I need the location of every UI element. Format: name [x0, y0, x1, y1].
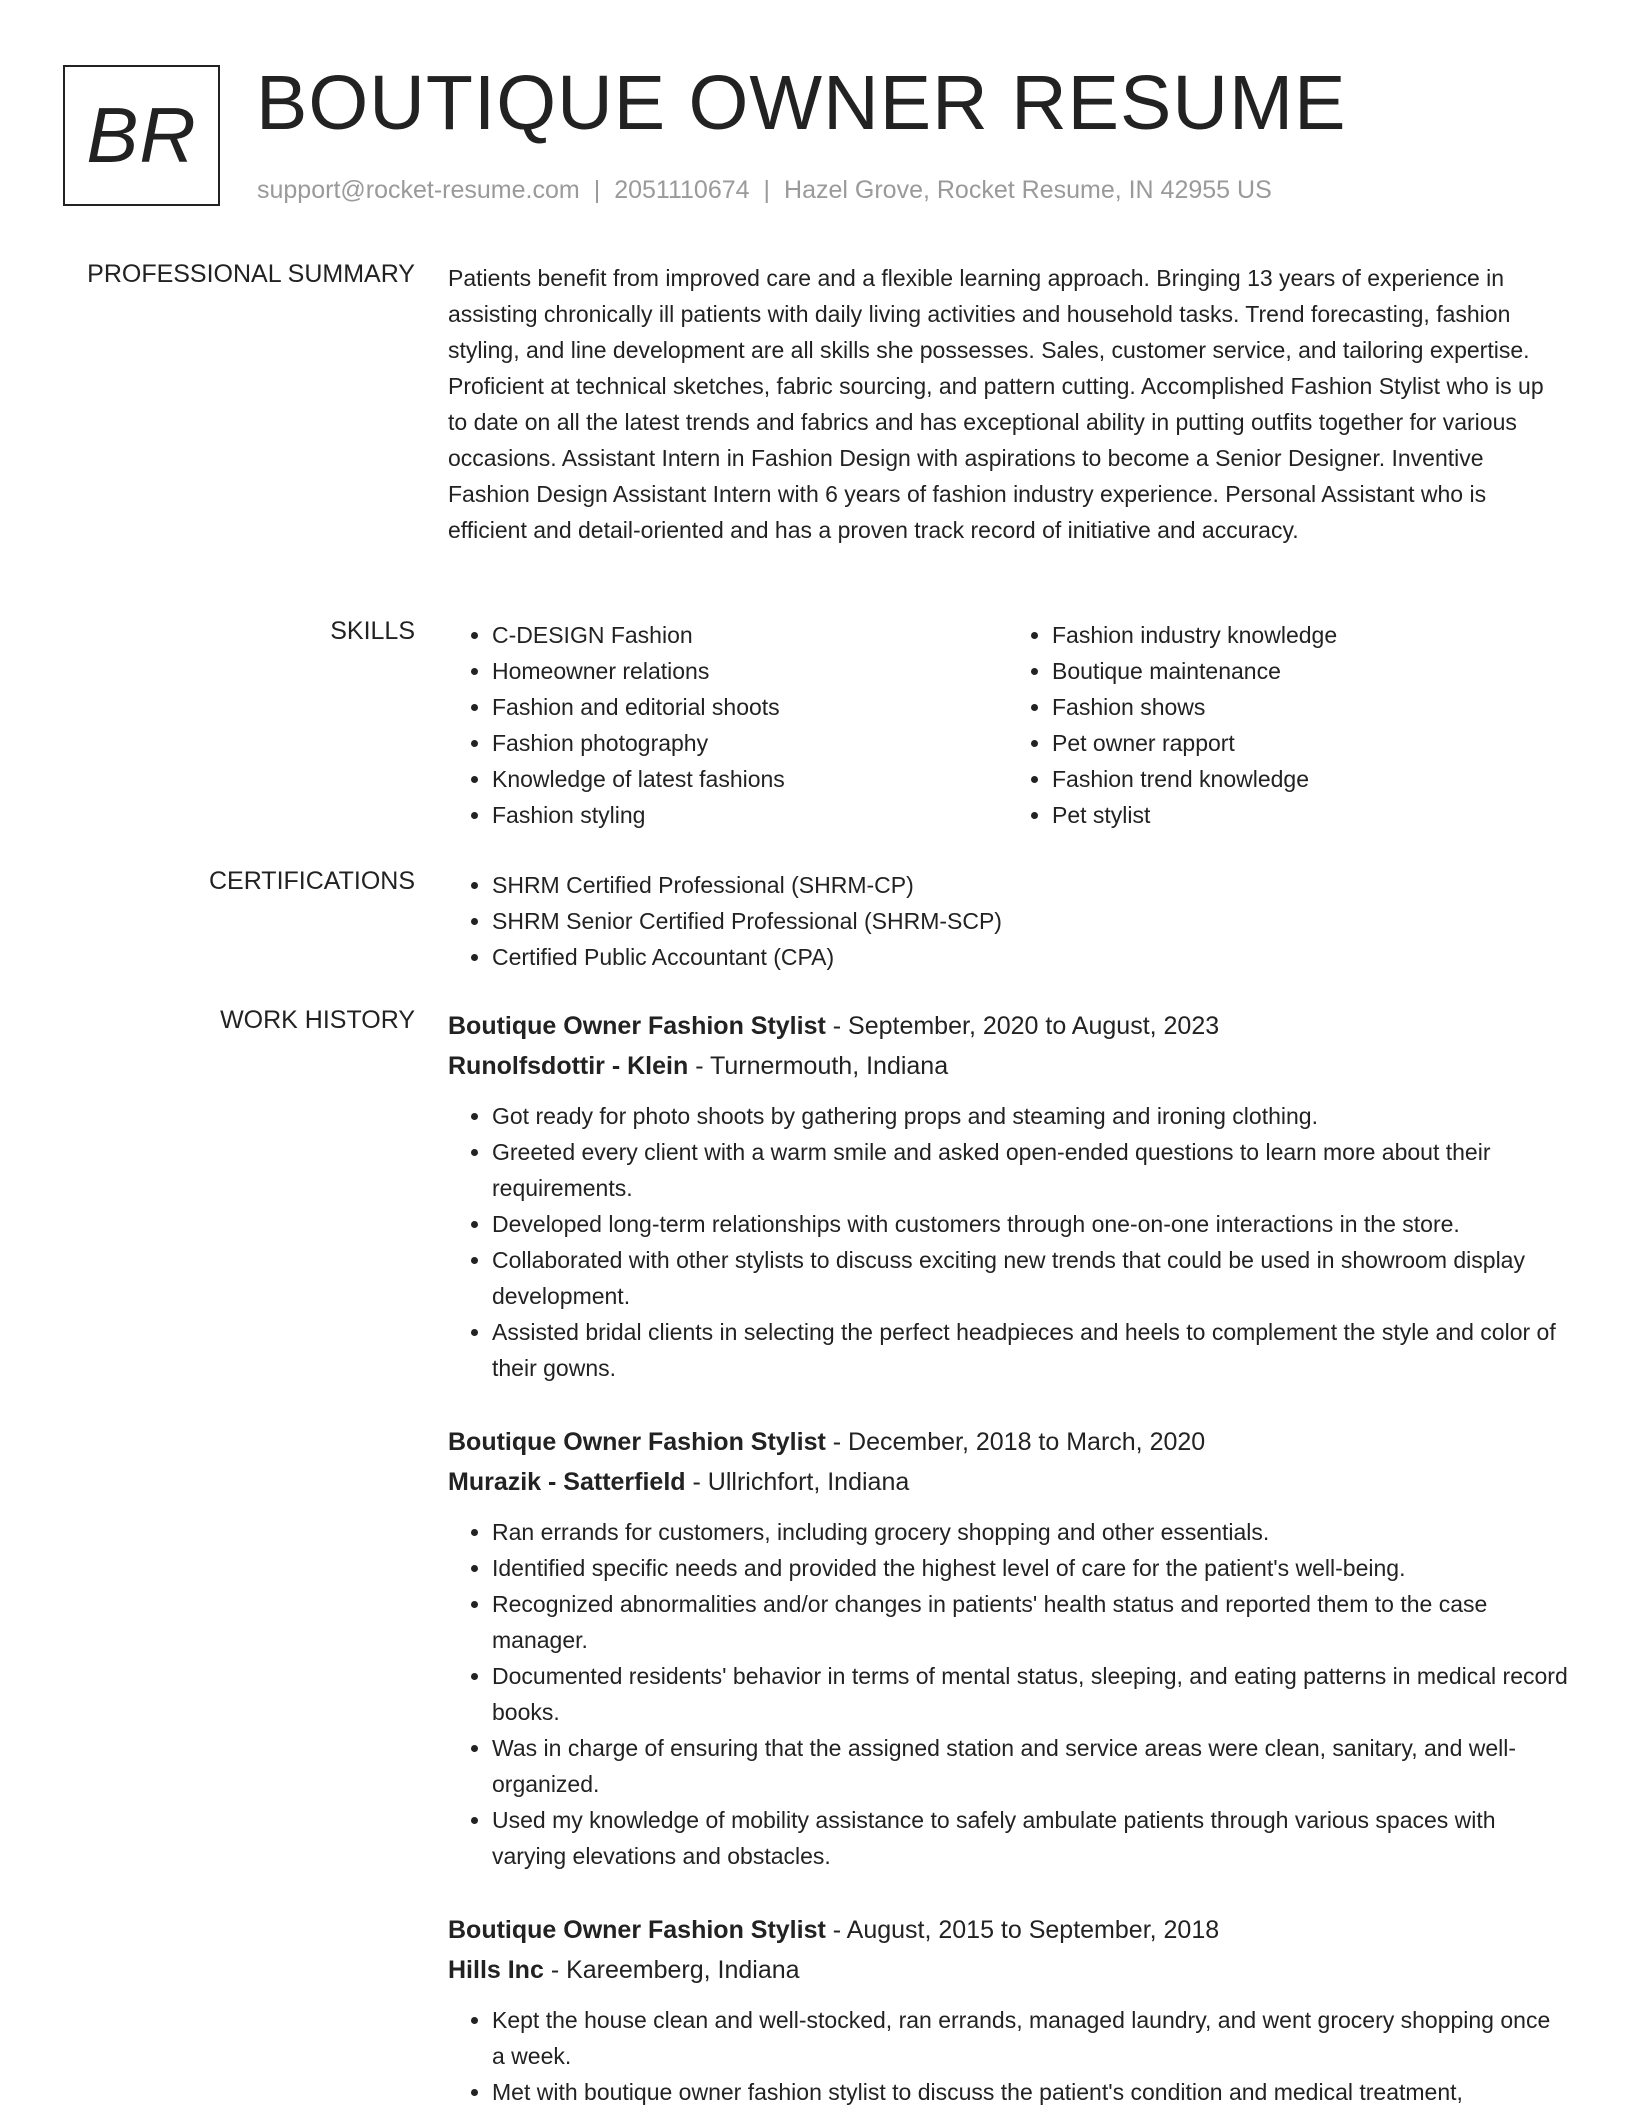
- skill-item: • Fashion shows: [1052, 689, 1568, 725]
- job-bullets: [448, 1098, 1568, 1386]
- job-company: Hills Inc: [448, 1956, 544, 1984]
- contact-email: support@rocket-resume.com: [257, 176, 580, 204]
- job-bullet: • Met with boutique owner fashion stylist to discuss the patient's condition and medical treatment,: [492, 2074, 1568, 2110]
- section-label-skills: SKILLS: [330, 617, 415, 645]
- contact-separator: |: [763, 176, 771, 204]
- skill-item: • Fashion industry knowledge: [1052, 617, 1568, 653]
- certification-item: • SHRM Senior Certified Professional (SHRM-SCP): [492, 903, 1568, 939]
- job-bullet: • Used my knowledge of mobility assistance to safely ambulate patients through various spaces with varying elevations and obstacles.: [492, 1802, 1568, 1874]
- job-bullet: • Identified specific needs and provided the highest level of care for the patient's well-being.: [492, 1550, 1568, 1586]
- job-dates: - August, 2015 to September, 2018: [825, 1916, 1220, 1944]
- job-location: - Kareemberg, Indiana: [543, 1956, 800, 1984]
- job-title: Boutique Owner Fashion Stylist: [448, 1012, 826, 1040]
- job-company-line: [448, 1950, 1568, 1990]
- job-bullet: • Kept the house clean and well-stocked, ran errands, managed laundry, and went grocery shopping once a week.: [492, 2002, 1568, 2074]
- skill-item: • Pet owner rapport: [1052, 725, 1568, 761]
- job-entry: [448, 1910, 1568, 2110]
- summary-text: Patients benefit from improved care and a flexible learning approach. Bringing 13 years of experience in assisting chronically ill patients with daily living activities and household tasks. Trend forecasting, fashion styling, and line development are all skills she possesses. Sales, customer service, and tailoring expertise. Proficient at technical sketches, fabric sourcing, and pattern cutting. Accomplished Fashion Stylist who is up to date on all the latest trends and fabrics and has exceptional ability in putting outfits together for various occasions. Assistant Intern in Fashion Design with aspirations to become a Senior Designer. Inventive Fashion Design Assistant Intern with 6 years of fashion industry experience. Personal Assistant who is efficient and detail-oriented and has a proven track record of initiative and accuracy.: [448, 265, 1544, 543]
- job-company-line: [448, 1046, 1568, 1086]
- monogram-logo: BR: [63, 65, 220, 206]
- skills-list-left: [448, 617, 1008, 833]
- skill-item: • Fashion trend knowledge: [1052, 761, 1568, 797]
- section-label-summary: PROFESSIONAL SUMMARY: [87, 260, 415, 288]
- job-location: - Ullrichfort, Indiana: [685, 1468, 910, 1496]
- resume-title: BOUTIQUE OWNER RESUME: [256, 60, 1347, 146]
- job-entry: [448, 1006, 1568, 1386]
- skills-list-right: [1008, 617, 1568, 833]
- certifications-list: [448, 867, 1568, 975]
- job-company: Runolfsdottir - Klein: [448, 1052, 689, 1080]
- job-bullet: • Recognized abnormalities and/or changes in patients' health status and reported them to the case manager.: [492, 1586, 1568, 1658]
- resume-header: [63, 60, 1563, 210]
- skill-item: • Fashion and editorial shoots: [492, 689, 1008, 725]
- job-location: - Turnermouth, Indiana: [688, 1052, 949, 1080]
- skill-item: • Homeowner relations: [492, 653, 1008, 689]
- job-title-line: [448, 1910, 1568, 1950]
- job-bullet: • Was in charge of ensuring that the assigned station and service areas were clean, sanitary, and well-organized.: [492, 1730, 1568, 1802]
- skill-item: • Boutique maintenance: [1052, 653, 1568, 689]
- skill-item: • Pet stylist: [1052, 797, 1568, 833]
- skill-item: • Knowledge of latest fashions: [492, 761, 1008, 797]
- job-title-line: [448, 1422, 1568, 1462]
- skill-item: • Fashion styling: [492, 797, 1008, 833]
- contact-line: [257, 176, 1272, 205]
- job-entry: [448, 1422, 1568, 1874]
- job-bullet: • Developed long-term relationships with customers through one-on-one interactions in the store.: [492, 1206, 1568, 1242]
- job-title: Boutique Owner Fashion Stylist: [448, 1428, 826, 1456]
- contact-phone: 2051110674: [614, 176, 750, 204]
- job-bullet: • Assisted bridal clients in selecting the perfect headpieces and heels to complement the style and color of their gowns.: [492, 1314, 1568, 1386]
- skill-item: • C-DESIGN Fashion: [492, 617, 1008, 653]
- job-bullet: • Documented residents' behavior in terms of mental status, sleeping, and eating patterns in medical record books.: [492, 1658, 1568, 1730]
- contact-separator: |: [593, 176, 601, 204]
- certification-item: • SHRM Certified Professional (SHRM-CP): [492, 867, 1568, 903]
- job-bullet: • Collaborated with other stylists to discuss exciting new trends that could be used in showroom display development.: [492, 1242, 1568, 1314]
- job-company-line: [448, 1462, 1568, 1502]
- job-dates: - December, 2018 to March, 2020: [825, 1428, 1206, 1456]
- job-title-line: [448, 1006, 1568, 1046]
- job-bullet: • Got ready for photo shoots by gathering props and steaming and ironing clothing.: [492, 1098, 1568, 1134]
- job-bullets: [448, 2002, 1568, 2110]
- contact-address: Hazel Grove, Rocket Resume, IN 42955 US: [784, 176, 1272, 204]
- job-bullet: • Ran errands for customers, including grocery shopping and other essentials.: [492, 1514, 1568, 1550]
- job-dates: - September, 2020 to August, 2023: [825, 1012, 1220, 1040]
- section-label-work-history: WORK HISTORY: [220, 1006, 415, 1034]
- section-label-certifications: CERTIFICATIONS: [208, 867, 415, 895]
- skill-item: • Fashion photography: [492, 725, 1008, 761]
- job-bullet: • Greeted every client with a warm smile and asked open-ended questions to learn more about their requirements.: [492, 1134, 1568, 1206]
- job-company: Murazik - Satterfield: [448, 1468, 686, 1496]
- job-bullets: [448, 1514, 1568, 1874]
- certification-item: • Certified Public Accountant (CPA): [492, 939, 1568, 975]
- job-title: Boutique Owner Fashion Stylist: [448, 1916, 826, 1944]
